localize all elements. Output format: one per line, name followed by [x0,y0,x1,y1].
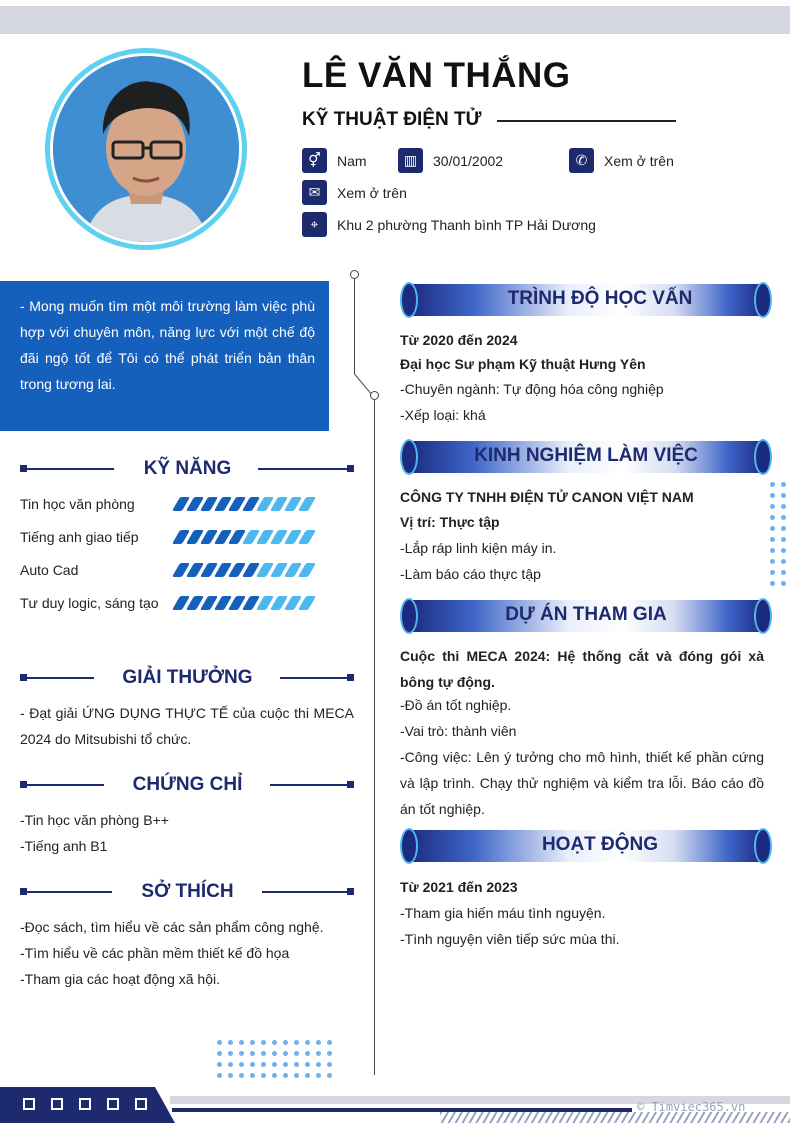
dot [261,1040,266,1045]
dot [272,1062,277,1067]
footer-square [51,1098,63,1110]
dot [316,1073,321,1078]
dot [781,548,786,553]
certificate-item: -Tin học văn phòng B++ [20,812,169,828]
dot [228,1051,233,1056]
experience-company: CÔNG TY TNHH ĐIỆN TỬ CANON VIỆT NAM [400,489,694,505]
dot [283,1040,288,1045]
dot [283,1051,288,1056]
dot [327,1040,332,1045]
phone-value: Xem ở trên [604,152,674,169]
address-value: Khu 2 phường Thanh bình TP Hải Dương [337,216,596,233]
timeline-dot [370,391,379,400]
dot [228,1073,233,1078]
timeline-line [354,278,355,374]
dot [217,1040,222,1045]
dot [316,1062,321,1067]
dot [770,581,775,586]
skill-name: Auto Cad [20,562,79,578]
birthday-row [398,148,503,173]
activity-item: -Tình nguyện viên tiếp sức mùa thi. [400,931,620,947]
education-grade: -Xếp loại: khá [400,407,486,423]
dot [239,1073,244,1078]
dot [316,1051,321,1056]
dot [770,504,775,509]
certificate-item: -Tiếng anh B1 [20,838,108,854]
dot [294,1073,299,1078]
divider [497,120,676,122]
dot [228,1062,233,1067]
dot [239,1051,244,1056]
experience-heading: KINH NGHIỆM LÀM VIỆC [400,439,772,475]
education-major: -Chuyên ngành: Tự động hóa công nghiệp [400,381,664,397]
decorative-dots [217,1040,332,1078]
location-pin-icon: ⌖ [302,212,327,237]
dot [217,1073,222,1078]
timeline-dot [350,270,359,279]
dot [770,537,775,542]
project-name: Cuộc thi MECA 2024: Hệ thống cắt và đóng gói xà bông tự động. [400,648,764,690]
dot [781,537,786,542]
decorative-dots [770,482,786,586]
dot [305,1051,310,1056]
skills-heading: KỸ NĂNG [20,458,355,480]
dot [261,1051,266,1056]
projects-heading: DỰ ÁN THAM GIA [400,598,772,634]
education-school: Đại học Sư phạm Kỹ thuật Hưng Yên [400,356,646,372]
experience-role: Vị trí: Thực tập [400,514,500,530]
dot [327,1073,332,1078]
avatar [45,48,247,250]
dot [250,1073,255,1078]
address-row [302,212,596,237]
skill-level-bar [176,563,312,577]
dot [781,504,786,509]
dot [770,526,775,531]
gender-icon: ⚥ [302,148,327,173]
dot [261,1062,266,1067]
dot [770,548,775,553]
project-item: -Đồ án tốt nghiệp. [400,697,512,713]
mail-icon: ✉ [302,180,327,205]
dot [770,493,775,498]
dot [272,1073,277,1078]
awards-heading: GIẢI THƯỞNG [20,667,355,689]
copyright: © Timviec365.vn [637,1100,746,1114]
cake-icon: ▥ [398,148,423,173]
activities-heading: HOẠT ĐỘNG [400,828,772,864]
hobby-item: -Đọc sách, tìm hiểu về các sản phẩm công nghệ. [20,919,324,935]
dot [781,526,786,531]
candidate-name: LÊ VĂN THẮNG [302,56,571,95]
dot [294,1040,299,1045]
education-period: Từ 2020 đến 2024 [400,332,518,348]
footer-square [79,1098,91,1110]
gender-value: Nam [337,152,367,169]
footer-square [23,1098,35,1110]
dot [305,1062,310,1067]
skill-name: Tư duy logic, sáng tạo [20,595,159,611]
dot [305,1073,310,1078]
gender-row [302,148,367,173]
certificates-heading: CHỨNG CHỈ [20,774,355,796]
dot [217,1062,222,1067]
project-item: -Công việc: Lên ý tưởng cho mô hình, thiết kế phần cứng và lập trình. Chạy thử nghiệm và kiểm tra lỗi. Báo cáo đồ án tốt nghiệp. [400,749,764,817]
dot [770,559,775,564]
dot [272,1040,277,1045]
dot [283,1062,288,1067]
dot [327,1062,332,1067]
hobby-item: -Tìm hiểu về các phần mềm thiết kế đồ họa [20,945,290,961]
phone-icon: ✆ [569,148,594,173]
awards-text: - Đạt giải ỨNG DỤNG THỰC TẾ của cuộc thi MECA 2024 do Mitsubishi tổ chức. [20,705,354,747]
skill-level-bar [176,497,312,511]
career-objective: - Mong muốn tìm một môi trường làm việc phù hợp với chuyên môn, năng lực với một chế độ đãi ngộ tốt để Tôi có thể phát triển bản thân trong tương lai. [0,281,329,431]
dot [781,493,786,498]
hobby-item: -Tham gia các hoạt động xã hội. [20,971,221,987]
birthday-value: 30/01/2002 [433,152,504,169]
dot [239,1040,244,1045]
dot [781,482,786,487]
dot [305,1040,310,1045]
dot [250,1040,255,1045]
footer-square [135,1098,147,1110]
dot [283,1073,288,1078]
email-row [302,180,407,205]
activities-period: Từ 2021 đến 2023 [400,879,518,895]
dot [781,559,786,564]
email-value: Xem ở trên [337,184,407,201]
footer-square [107,1098,119,1110]
dot [770,570,775,575]
activity-item: -Tham gia hiến máu tình nguyện. [400,905,606,921]
job-position: KỸ THUẬT ĐIỆN TỬ [302,109,482,130]
dot [781,515,786,520]
education-heading: TRÌNH ĐỘ HỌC VẤN [400,282,772,318]
dot [239,1062,244,1067]
dot [228,1040,233,1045]
dot [316,1040,321,1045]
dot [250,1062,255,1067]
timeline-line-bend [354,374,371,395]
hobbies-heading: SỞ THÍCH [20,881,355,903]
project-item: -Vai trò: thành viên [400,723,517,739]
dot [781,581,786,586]
dot [261,1073,266,1078]
dot [770,482,775,487]
skill-level-bar [176,596,312,610]
top-banner [0,6,790,34]
dot [217,1051,222,1056]
skill-level-bar [176,530,312,544]
skill-name: Tin học văn phòng [20,496,135,512]
dot [294,1051,299,1056]
dot [272,1051,277,1056]
skill-name: Tiếng anh giao tiếp [20,529,139,545]
experience-item: -Lắp ráp linh kiện máy in. [400,540,557,556]
phone-row [569,148,674,173]
timeline-line-main [374,398,375,1075]
dot [770,515,775,520]
dot [327,1051,332,1056]
experience-item: -Làm báo cáo thực tập [400,566,541,582]
dot [781,570,786,575]
dot [250,1051,255,1056]
dot [294,1062,299,1067]
